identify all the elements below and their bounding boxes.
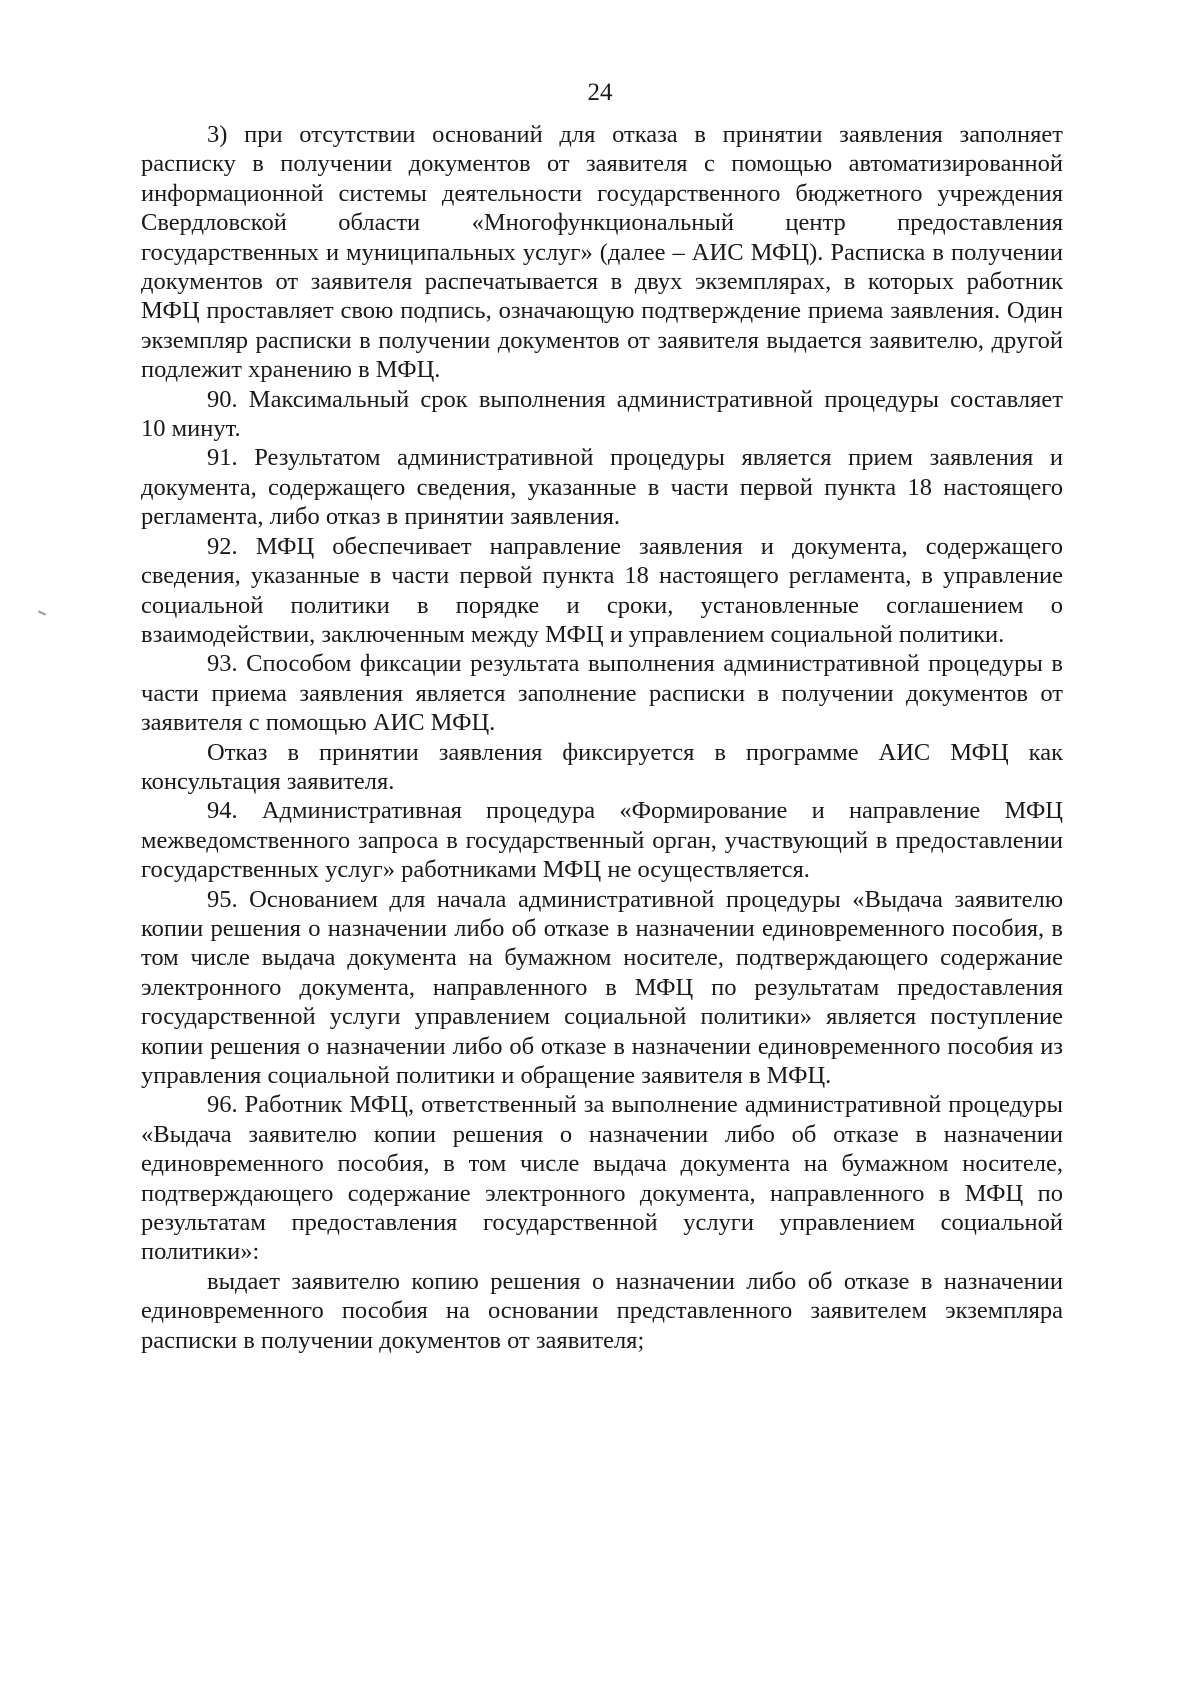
paragraph-96: 96. Работник МФЦ, ответственный за выполнение административной процедуры «Выдача заявителю копии решения о назначении либо об отказе в назначении единовременного пособия, в том числе выдача документа на бумажном носителе, подтверждающего содержание электронного документа, направленного в МФЦ по результатам предоставления государственной услуги управлением социальной политики»: (141, 1091, 1063, 1266)
paragraph-92: 92. МФЦ обеспечивает направление заявления и документа, содержащего сведения, указанные в части первой пункта 18 настоящего регламента, в управление социальной политики в порядке и сроки, установленные соглашением о взаимодействии, заключенным между МФЦ и управлением социальной политики. (141, 532, 1063, 648)
paragraph-item-3: 3) при отсутствии оснований для отказа в принятии заявления заполняет расписку в получении документов от заявителя с помощью автоматизированной информационной системы деятельности государственного бюджетного учреждения Свердловской области «Многофункциональный центр предоставления государственных и муниципальных услуг» (далее – АИС МФЦ). Расписка в получении документов от заявителя распечатывается в двух экземплярах, в которых работник МФЦ проставляет свою подпись, означающую подтверждение приема заявления. Один экземпляр расписки в получении документов от заявителя выдается заявителю, другой подлежит хранению в МФЦ. (141, 121, 1063, 384)
paragraph-95: 95. Основанием для начала административной процедуры «Выдача заявителю копии решения о назначении либо об отказе в назначении единовременного пособия, в том числе выдача документа на бумажном носителе, подтверждающего содержание электронного документа, направленного в МФЦ по результатам предоставления государственной услуги управлением социальной политики» является поступление копии решения о назначении либо об отказе в назначении единовременного пособия из управления социальной политики и обращение заявителя в МФЦ. (141, 885, 1063, 1089)
page-number: 24 (587, 79, 613, 106)
paragraph-93-refusal: Отказ в принятии заявления фиксируется в программе АИС МФЦ как консультация заявителя. (141, 738, 1063, 795)
document-body (141, 120, 1063, 1355)
paragraph-90: 90. Максимальный срок выполнения административной процедуры составляет 10 минут. (141, 385, 1063, 443)
paragraph-91: 91. Результатом административной процедуры является прием заявления и документа, содержащего сведения, указанные в части первой пункта 18 настоящего регламента, либо отказ в принятии заявления. (141, 444, 1063, 531)
paragraph-96-issue: выдает заявителю копию решения о назначении либо об отказе в назначении единовременного пособия на основании представленного заявителем экземпляра расписки в получении документов от заявителя; (141, 1267, 1063, 1354)
paragraph-94: 94. Административная процедура «Формирование и направление МФЦ межведомственного запроса в государственный орган, участвующий в предоставлении государственных услуг» работниками МФЦ не осуществляется. (141, 797, 1063, 884)
scan-artifact-mark (38, 610, 46, 615)
paragraph-93: 93. Способом фиксации результата выполнения административной процедуры в части приема заявления является заполнение расписки в получении документов от заявителя с помощью АИС МФЦ. (141, 650, 1063, 737)
